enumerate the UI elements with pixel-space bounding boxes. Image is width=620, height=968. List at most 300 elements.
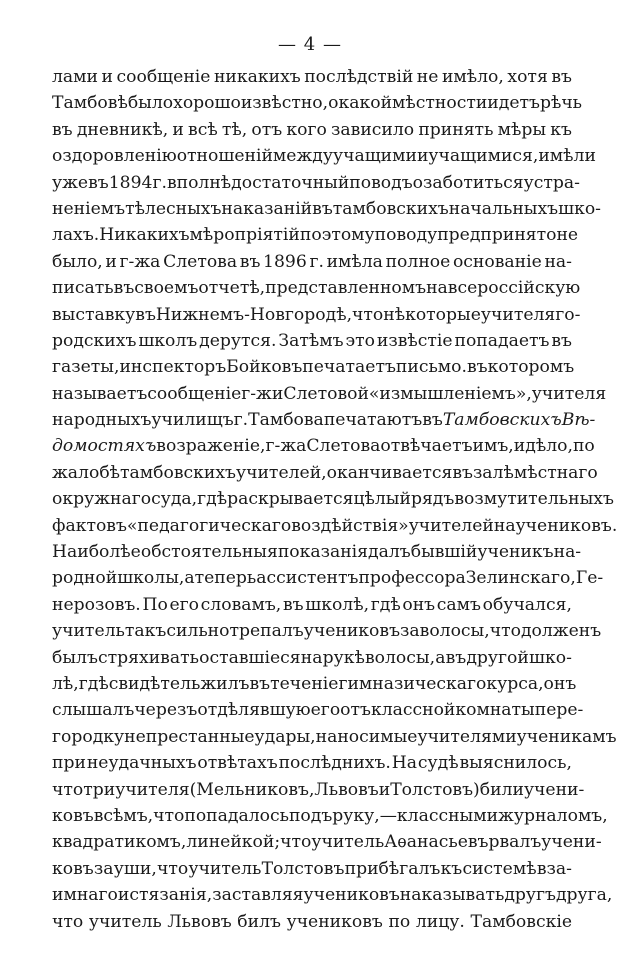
text-line <box>52 671 577 697</box>
word: стряхивать <box>98 647 199 668</box>
word: поводу <box>374 225 438 246</box>
word: его <box>169 594 199 615</box>
word: что <box>52 779 84 800</box>
word: дѣло, <box>525 436 573 457</box>
word: учитель <box>311 832 385 853</box>
word: лахъ. <box>52 225 100 246</box>
word: го- <box>555 304 581 325</box>
text-line <box>52 882 613 908</box>
word: Зелинскаго, <box>465 568 576 589</box>
word: что <box>352 304 384 325</box>
word: Тамбова <box>248 410 324 431</box>
word: окружнаго <box>52 489 152 510</box>
word: мѣропріятій <box>189 225 300 246</box>
word: линейкой; <box>186 832 281 853</box>
word: въ <box>239 251 261 272</box>
word: школъ <box>138 330 198 351</box>
word: такъ <box>124 621 167 642</box>
word: свидѣтель <box>108 673 201 694</box>
word: волосы, <box>364 647 436 668</box>
word: возмутительныхъ <box>454 489 614 510</box>
word: родскихъ <box>52 330 137 351</box>
word: билъ <box>237 911 281 932</box>
text-line <box>52 275 581 301</box>
word: оканчивается <box>326 462 453 483</box>
word: учителями <box>417 726 517 747</box>
word: мѣстности <box>392 93 488 114</box>
word: писать <box>52 278 114 299</box>
text-line <box>52 697 584 723</box>
word: въ <box>135 304 156 325</box>
word: «педагогическаго <box>126 515 292 536</box>
text-line <box>52 856 572 882</box>
text-line <box>52 618 602 644</box>
word: жалобѣ <box>52 462 121 483</box>
word: представленномъ <box>265 278 427 299</box>
word: журналомъ, <box>498 805 608 826</box>
word: учителей, <box>236 462 327 483</box>
word: учени- <box>541 832 602 853</box>
word: инспекторъ <box>119 357 227 378</box>
word: ковъ <box>52 858 94 879</box>
word: подъ <box>288 805 333 826</box>
word: раскрывается <box>227 489 354 510</box>
word: попадаетъ <box>454 330 550 351</box>
word: сообщеніе <box>116 67 211 87</box>
word: и <box>513 436 526 457</box>
word: гимназическаго <box>338 673 487 694</box>
text-line <box>52 513 618 539</box>
text-line <box>52 460 598 486</box>
word: цѣлый <box>353 489 411 510</box>
word: учениковъ <box>303 621 401 642</box>
word: что <box>280 832 312 853</box>
word: классной <box>370 700 456 721</box>
word: было, <box>52 251 103 272</box>
word: Толстовъ) <box>390 779 480 800</box>
word: начальныхъ <box>448 198 559 219</box>
word: по <box>388 911 411 932</box>
word: извѣстіе <box>376 330 453 351</box>
word: и <box>378 779 391 800</box>
word: и <box>416 146 429 167</box>
word: зависило <box>331 119 415 140</box>
word: наказывать <box>399 885 505 906</box>
text-line <box>52 486 614 512</box>
word: принять <box>418 119 494 140</box>
word: фактовъ <box>52 515 127 536</box>
word: Наиболѣе <box>52 542 141 563</box>
word: волосы, <box>419 621 490 642</box>
word: Затѣмъ <box>278 330 344 351</box>
text-line <box>52 565 604 591</box>
word: учителя <box>480 304 556 325</box>
text-line <box>52 381 607 407</box>
text-line <box>52 143 596 169</box>
word: воздѣйствія» <box>291 515 409 536</box>
text-line <box>52 803 608 829</box>
word: въ <box>422 410 443 431</box>
word: учитель <box>88 911 162 932</box>
word: мѣры <box>497 119 547 140</box>
word: учителя <box>115 779 190 800</box>
word: комнаты <box>455 700 535 721</box>
word: печатаетъ <box>302 357 396 378</box>
word: судѣ <box>417 753 459 774</box>
word: три <box>83 779 116 800</box>
text-line <box>52 777 585 803</box>
word: всероссійскую <box>447 278 581 299</box>
word: послѣдствій <box>304 67 414 87</box>
word: заставляя <box>212 885 304 906</box>
word: которомъ <box>487 357 575 378</box>
text-line <box>52 909 572 935</box>
word: «измышленіемъ», <box>368 383 532 404</box>
word: отъ <box>251 119 283 140</box>
word: другъ <box>504 885 556 906</box>
word: при <box>52 753 86 774</box>
word: наказаній <box>221 198 313 219</box>
word: и <box>105 251 117 272</box>
word: 1896 <box>263 251 307 272</box>
word: хотя <box>507 67 548 87</box>
word: кого <box>286 119 327 140</box>
word: на- <box>553 542 582 563</box>
word: школѣ, <box>305 594 370 615</box>
body-text <box>52 64 618 935</box>
word: Слетовой <box>283 383 369 404</box>
word: въ <box>445 647 467 668</box>
word: учитель <box>188 858 262 879</box>
word: отъ <box>340 700 371 721</box>
word: лѣ, <box>52 673 79 694</box>
word: неніемъ <box>52 198 126 219</box>
word: въ <box>466 357 488 378</box>
word: въ <box>452 462 473 483</box>
word: ковъ <box>52 805 94 826</box>
word: извѣстно, <box>240 93 329 114</box>
word: долженъ <box>520 621 602 642</box>
word: о <box>328 93 339 114</box>
word: Львовъ <box>314 779 379 800</box>
word: Бойковъ <box>226 357 303 378</box>
word: что <box>489 621 521 642</box>
word: онъ <box>543 673 577 694</box>
word: между <box>272 146 333 167</box>
word: г-жи <box>241 383 284 404</box>
text-line <box>52 64 572 90</box>
text-line <box>52 539 582 565</box>
word: учениковъ. <box>515 515 618 536</box>
word: показанія <box>277 542 369 563</box>
word: а <box>184 568 195 589</box>
word: всѣ <box>188 119 218 140</box>
word: устра- <box>523 172 580 193</box>
text-line <box>52 117 572 143</box>
word: г. <box>152 172 167 193</box>
word: сильно <box>166 621 230 642</box>
word: Львовъ <box>167 911 232 932</box>
word: словамъ, <box>200 594 282 615</box>
word: г-жа <box>265 436 307 457</box>
word: учащимися, <box>428 146 539 167</box>
word: теченіе <box>270 673 339 694</box>
word: обучался, <box>482 594 572 615</box>
word: лами <box>52 67 98 87</box>
word: жилъ <box>200 673 250 694</box>
text-line <box>52 645 572 671</box>
word: нерозовъ. <box>52 594 141 615</box>
word: наносимые <box>315 726 418 747</box>
text-line <box>52 302 581 328</box>
word: это <box>345 330 375 351</box>
word: газеты, <box>52 357 120 378</box>
word: По <box>142 594 168 615</box>
word: вполнѣ <box>166 172 232 193</box>
word: озаботиться <box>412 172 524 193</box>
word: гдѣ <box>197 489 228 510</box>
word: г. <box>233 410 249 431</box>
word: уже <box>52 172 89 193</box>
word: на <box>300 647 323 668</box>
word: училищъ <box>151 410 234 431</box>
word: удары, <box>254 726 316 747</box>
word: что <box>157 858 189 879</box>
word: на- <box>544 251 572 272</box>
word: школы, <box>117 568 185 589</box>
text-line <box>52 433 595 459</box>
word: къ <box>440 858 463 879</box>
word: учениковъ <box>303 885 400 906</box>
word: въ <box>551 330 572 351</box>
word: учащими <box>332 146 417 167</box>
word: шко- <box>558 198 601 219</box>
word: далъ <box>368 542 411 563</box>
word: пере- <box>534 700 584 721</box>
word: называетъ <box>52 383 148 404</box>
word: отчетѣ, <box>198 278 266 299</box>
word: г-жа <box>119 251 161 272</box>
word: поводъ <box>349 172 413 193</box>
word: трепалъ <box>229 621 304 642</box>
word: хорошо <box>173 93 241 114</box>
word: неудачныхъ <box>86 753 197 774</box>
word: Ге- <box>575 568 604 589</box>
word: какой <box>338 93 393 114</box>
word: печатаютъ <box>323 410 423 431</box>
word: родной <box>52 568 118 589</box>
word: ученикамъ <box>516 726 617 747</box>
word: Тамбовскіе <box>470 911 572 932</box>
word: основаніе <box>452 251 542 272</box>
word: ассистентъ <box>256 568 359 589</box>
word: Нижнемъ-Новгородѣ, <box>155 304 353 325</box>
word: онъ <box>402 594 436 615</box>
word: Тамбовѣ <box>52 93 128 114</box>
word: тѣ, <box>221 119 248 140</box>
word: за <box>400 621 420 642</box>
word: учителя <box>531 383 607 404</box>
word: суда, <box>151 489 198 510</box>
text-line <box>52 724 617 750</box>
word: учени- <box>523 779 585 800</box>
word: было <box>127 93 174 114</box>
word: предпринято <box>437 225 557 246</box>
text-line <box>52 407 596 433</box>
word: (Мельниковъ, <box>189 779 315 800</box>
word: дерутся. <box>199 330 277 351</box>
word: мѣстнаго <box>513 462 598 483</box>
word: Толстовъ <box>261 858 345 879</box>
word: тамбовскихъ <box>332 198 449 219</box>
word: отношеній <box>176 146 273 167</box>
word: залѣ <box>472 462 514 483</box>
word: не <box>556 225 579 246</box>
word: оставшіеся <box>199 647 301 668</box>
word: достаточный <box>231 172 350 193</box>
word: другой <box>466 647 529 668</box>
word: рвалъ <box>488 832 542 853</box>
word: курса, <box>486 673 544 694</box>
word: руку,—классными <box>332 805 499 826</box>
word: рѣчь <box>539 93 583 114</box>
word: били <box>479 779 524 800</box>
word: сообщеніе <box>147 383 242 404</box>
word: обстоятельныя <box>140 542 278 563</box>
word: квадратикомъ, <box>52 832 187 853</box>
word: 1894 <box>108 172 153 193</box>
word: Аѳанасьевъ <box>384 832 489 853</box>
word: по <box>299 225 322 246</box>
word: прибѣгалъ <box>344 858 441 879</box>
word: ученикъ <box>477 542 554 563</box>
word: профессора <box>358 568 466 589</box>
text-line <box>52 829 602 855</box>
word: идетъ <box>487 93 540 114</box>
word: вза- <box>536 858 572 879</box>
word: за <box>93 858 114 879</box>
word: учителей <box>408 515 494 536</box>
word: и <box>172 119 184 140</box>
word: и <box>101 67 113 87</box>
word: учениковъ <box>286 911 383 932</box>
word: всѣмъ, <box>93 805 154 826</box>
word: послѣднихъ. <box>278 753 391 774</box>
word: бывшій <box>410 542 478 563</box>
word: домостяхъ <box>52 436 157 457</box>
word: имъ, <box>472 436 514 457</box>
word: Слетова <box>163 251 238 272</box>
text-line <box>52 170 580 196</box>
word: что <box>153 805 185 826</box>
word: имѣло, <box>441 67 504 87</box>
word: Тамбовскихъ <box>442 410 562 431</box>
word: этому <box>321 225 375 246</box>
word: въ <box>249 673 271 694</box>
text-line <box>52 249 572 275</box>
word: нѣкоторые <box>383 304 481 325</box>
word: а <box>435 647 446 668</box>
text-line <box>52 592 572 618</box>
word: въ <box>551 67 572 87</box>
word: въ <box>88 172 109 193</box>
word: выставку <box>52 304 136 325</box>
word: отдѣлявшую <box>197 700 311 721</box>
word: рядъ <box>410 489 455 510</box>
word: непрестанные <box>124 726 255 747</box>
word: гдѣ <box>78 673 109 694</box>
word: самъ <box>436 594 481 615</box>
word: гдѣ <box>370 594 401 615</box>
word: На <box>391 753 418 774</box>
text-line <box>52 90 583 116</box>
word: городку <box>52 726 125 747</box>
word: шко- <box>529 647 572 668</box>
word: народныхъ <box>52 410 152 431</box>
word: въ <box>113 278 135 299</box>
word: лицу. <box>415 911 465 932</box>
word: возраженіе, <box>156 436 266 457</box>
page-number: — 4 — <box>278 34 342 55</box>
word: отвѣтахъ <box>197 753 278 774</box>
word: теперь <box>194 568 257 589</box>
word: въ <box>312 198 333 219</box>
word: системѣ <box>462 858 537 879</box>
word: его <box>310 700 341 721</box>
text-line <box>52 196 601 222</box>
text-line <box>52 354 575 380</box>
word: былъ <box>52 647 98 668</box>
word: на <box>493 515 516 536</box>
text-line <box>52 750 572 776</box>
word: отвѣчаетъ <box>380 436 473 457</box>
word: дневникѣ, <box>76 119 169 140</box>
word: Вѣ- <box>561 410 596 431</box>
word: своемъ <box>134 278 199 299</box>
word: уши, <box>113 858 157 879</box>
word: Никакихъ <box>99 225 190 246</box>
word: въ <box>282 594 304 615</box>
word: письмо. <box>395 357 467 378</box>
word: полное <box>385 251 451 272</box>
word: имѣли <box>538 146 596 167</box>
word: черезъ <box>134 700 198 721</box>
word: Слетова <box>306 436 381 457</box>
word: оздоровленію <box>52 146 177 167</box>
word: имѣла <box>326 251 383 272</box>
word: выяснилось, <box>459 753 572 774</box>
word: слышалъ <box>52 700 135 721</box>
word: попадалось <box>184 805 289 826</box>
word: никакихъ <box>213 67 301 87</box>
word: рукѣ <box>322 647 365 668</box>
word: тамбовскихъ <box>120 462 236 483</box>
word: г. <box>309 251 324 272</box>
word: истязанія, <box>117 885 213 906</box>
word: въ <box>52 119 73 140</box>
text-line <box>52 222 579 248</box>
text-line <box>52 328 572 354</box>
word: учитель <box>52 621 125 642</box>
word: не <box>416 67 439 87</box>
word: имнаго <box>52 885 118 906</box>
word: друга, <box>555 885 613 906</box>
word: на <box>426 278 448 299</box>
word: къ <box>550 119 572 140</box>
word: тѣлесныхъ <box>125 198 222 219</box>
word: по <box>572 436 595 457</box>
word: что <box>52 911 84 932</box>
